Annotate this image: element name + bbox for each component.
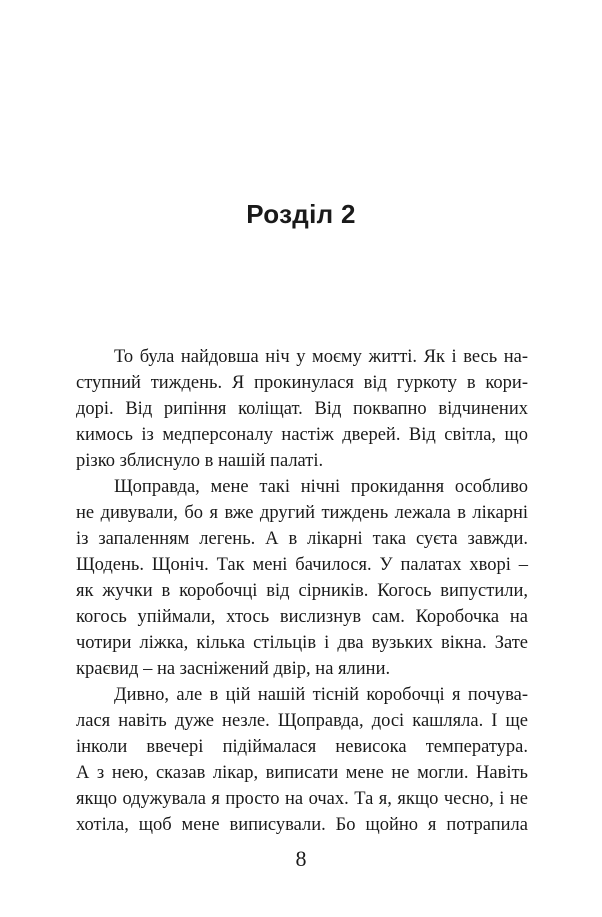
chapter-title: Розділ 2	[246, 199, 356, 229]
text-body	[76, 344, 528, 838]
text-line: Щодень. Щоніч. Так мені бачилося. У палатах хворі –	[76, 555, 528, 575]
text-line: когось упіймали, хтось вислизнув сам. Коробочка на	[76, 607, 528, 627]
text-line: різко зблиснуло в нашій палаті.	[76, 451, 324, 471]
page-number: 8	[295, 846, 307, 871]
text-line: краєвид – на засніжений двір, на ялини.	[76, 659, 391, 679]
text-line: із запаленням легень. А в лікарні така суєта завжди.	[76, 529, 528, 549]
text-line: лася навіть дуже незле. Щоправда, досі кашляла. І ще	[76, 711, 528, 731]
text-line: якщо одужувала я просто на очах. Та я, якщо чесно, і не	[76, 789, 528, 809]
text-line: То була найдовша ніч у моєму житті. Як і весь на-	[114, 347, 528, 367]
text-line: як жучки в коробочці від сірників. Когось випустили,	[76, 581, 528, 601]
text-line: Щоправда, мене такі нічні прокидання особливо	[114, 477, 528, 497]
text-line: А з нею, сказав лікар, виписати мене не могли. Навіть	[76, 763, 528, 783]
text-line: не дивували, бо я вже другий тиждень лежала в лікарні	[76, 503, 528, 523]
text-line: ступний тиждень. Я прокинулася від гуркоту в кори-	[76, 373, 528, 393]
text-line: Дивно, але в цій нашій тісній коробочці я почува-	[114, 685, 528, 705]
text-line: чотири ліжка, кілька стільців і два вузьких вікна. Зате	[76, 633, 528, 653]
text-line: інколи ввечері підіймалася невисока температура.	[76, 737, 528, 757]
text-line: кимось із медперсоналу настіж дверей. Від світла, що	[76, 425, 528, 445]
text-line: хотіла, щоб мене виписували. Бо щойно я потрапила	[76, 815, 528, 835]
text-line: дорі. Від рипіння коліщат. Від поквапно відчинених	[76, 399, 528, 419]
